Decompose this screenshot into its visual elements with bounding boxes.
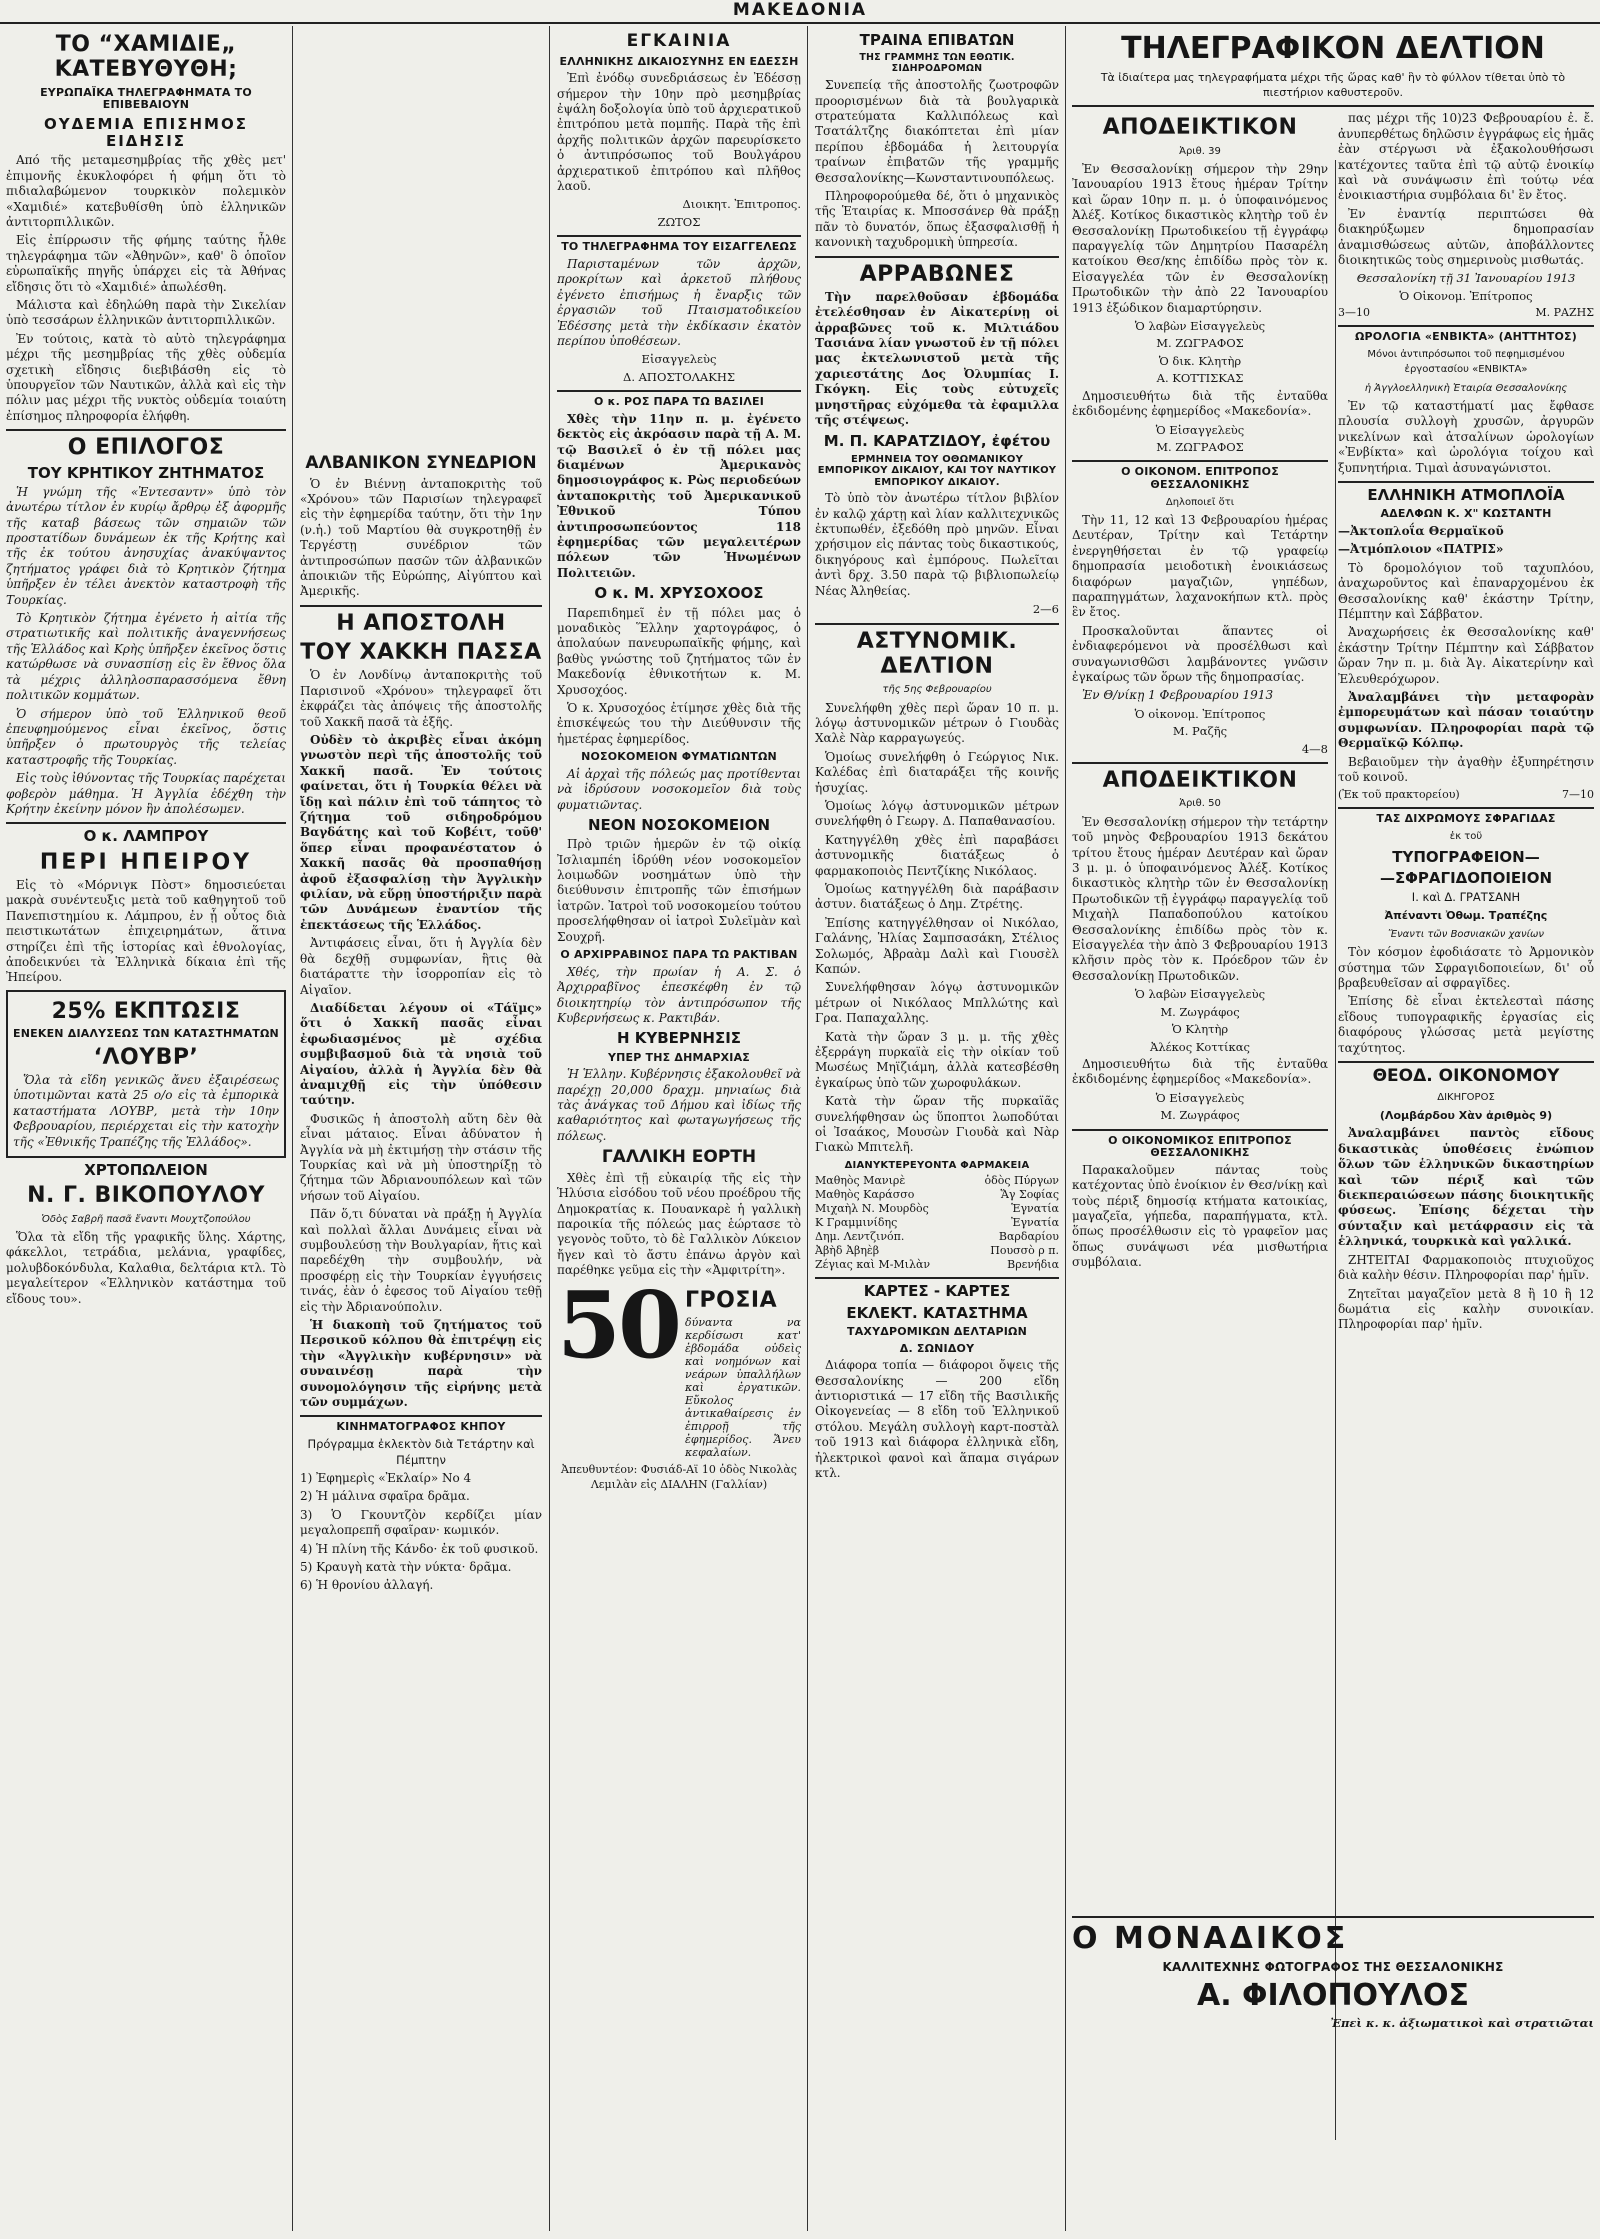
- signature: Α. ΚΟΤΤΙΣΚΑΣ: [1156, 371, 1244, 386]
- paragraph: Τὸν κόσμον ἐφοδιάσατε τὸ Ἀρμονικὸν σύστημα τῶν Σφραγιδοποιείων, δι' οὗ βραβευθεῖσαν αἱ σφραγῖδες.: [1338, 945, 1594, 991]
- paragraph: Πᾶν ὅ,τι δύναται νὰ πράξῃ ἡ Ἀγγλία καὶ πολλαὶ ἄλλαι Δυνάμεις εἶναι νὰ συμβουλεύσῃ τὴν Βουλγαρίαν, ἥτις καὶ παρεδέχθη τὴν συμβουλήν, νὰ προσφέρῃ εἰς τὴν Τουρκίαν ἐγγυήσεις τινάς, ἐὰν ὁ ἐφεσος τοῦ Αἰγαίου τεθῇ εἰς τὴν Ἀδριανούπολιν.: [300, 1207, 542, 1314]
- signature: Μ. Ραζῆς: [1172, 724, 1228, 739]
- ad-subheadline: Πρόγραμμα ἐκλεκτὸν διὰ Τετάρτην καὶ Πέμπτην: [307, 1437, 535, 1467]
- paragraph: Διαδίδεται λέγουν οἱ «Τάϊμς» ὅτι ὁ Χακκῆ πασᾶς εἶναι ἐφωδιασμένος μὲ σχέδια συμβιβασμοῦ διὰ τὰ νησιὰ τοῦ Αἰγαίου, ἀλλὰ ἡ Ἀγγλία δὲν θὰ ἀναμιχθῇ εἰς τὴν ὑπόθεσιν ταύτην.: [300, 1000, 542, 1108]
- column-rule: [549, 26, 550, 2231]
- list-item: Ἀβὴδ Ἀβηὲβ Πουσσὸ ρ π.: [815, 1244, 1059, 1258]
- program-item: 6) Ἡ θρονίου ἀλλαγή.: [300, 1578, 434, 1593]
- signature: Μ. ΖΩΓΡΑΦΟΣ: [1156, 336, 1244, 351]
- ad-run-number: 7—10: [1562, 788, 1594, 802]
- paragraph: Ὁ ἐν Βιέννῃ ἀνταποκριτὴς τοῦ «Χρόνου» τῶν Παρισίων τηλεγραφεῖ εἰς τὴν ἐφημερίδα ταύτην, ὅτι τὴν 1ην (ν.ἡ.) τοῦ Μαρτίου θὰ συγκροτηθῇ ἐν Τεργέστῃ συνέδριον τῶν ἀντιπροσώπων πασῶν τῶν ἀλβανικῶν ἀποικιῶν τῆς Εὐρώπης, Αἰγύπτου καὶ Ἀμερικῆς.: [300, 476, 542, 599]
- paragraph: Συνεπείᾳ τῆς ἀποστολῆς ζωοτροφῶν προορισμένων διὰ τὰ βουλγαρικὰ στρατεύματα Καλλιπόλεως καὶ Τσατάλτζης διακόπτεται ἐπὶ μίαν περίπου ἑβδομάδα ἡ λειτουργία τραίνων ἐπιβατῶν τῆς γραμμῆς Θεσσαλονίκης—Κωνσταντινουπόλεως.: [815, 78, 1059, 185]
- headline-shipping: ΕΛΛΗΝΙΚΗ ΑΤΜΟΠΛΟΪΑ: [1367, 486, 1565, 505]
- headline-lambrou: Ο κ. ΛΑΜΠΡΟΥ: [83, 827, 209, 846]
- paragraph: Δημοσιευθήτω διὰ τῆς ἐνταῦθα ἐκδιδομένης ἐφημερίδος «Μακεδονία».: [1072, 388, 1328, 419]
- headline-financial-commissioner: Ο ΟΙΚΟΝΟΜ. ΕΠΙΤΡΟΠΟΣ ΘΕΣΣΑΛΟΝΙΚΗΣ: [1121, 465, 1279, 491]
- signature: Ἀλέκος Κοττίκας: [1150, 1039, 1250, 1054]
- paragraph: Πρὸ τριῶν ἡμερῶν ἐν τῷ οἰκίᾳ Ἰσλιαμπέη ἱδρύθη νέον νοσοκομεῖον λοιμωδῶν νοσημάτων ὑπὸ τὴν διεύθυνσιν ἐπιτροπῆς τῶν ἐπισήμων ἰατρῶν. Ἰατροὶ τοῦ νοσοκομείου τούτου προσελήφθησαν οἱ ἰατροὶ Συλεϊμὰν καὶ Σουχρῆ.: [557, 837, 801, 944]
- divider: [300, 1415, 542, 1417]
- paragraph: Ἐπίσης δὲ εἶναι ἐκτελεσταὶ πάσης εἴδους τυπογραφικῆς ἐργασίας εἰς διαφόρους γλώσσας μετὰ μεγίστης ταχύτητος.: [1338, 994, 1594, 1055]
- paragraph: Ἀναχωρήσεις ἐκ Θεσσαλονίκης καθ' ἑκάστην Τρίτην Πέμπτην καὶ Σάββατον ὥραν 7ην π. μ. διὰ Ἁγ. Αἰκατερίνην καὶ Ἐλευθερόχωρον.: [1338, 625, 1594, 686]
- paragraph: Οὐδὲν τὸ ἀκριβὲς εἶναι ἀκόμη γνωστὸν περὶ τῆς ἀποστολῆς τοῦ Χακκῆ πασᾶ. Ἐν τούτοις φαίνεται, ὅτι ἡ Τουρκία θέλει νὰ ἴδῃ καὶ πάλιν ἐπὶ τοῦ τάπητος τὸ ζήτημα τοῦ σιδηροδρόμου Βαγδάτης καὶ τοῦ Κοβέιτ, τοῦθ' ὅπερ εἶναι προφανέστατον ὁ Χακκῆ πασᾶς θὰ προσπαθήσῃ ἀφοῦ ἐξασφαλίσῃ τὴν Ἀγγλικὴν φιλίαν, νὰ εὕρῃ ὑποστήριξιν παρὰ τῶν Δυνάμεων ἐναντίον τῆς ἐπεκτάσεως τῆς Ἑλλάδος.: [300, 733, 542, 932]
- signature: Ὁ Εἰσαγγελεὺς: [1155, 1090, 1245, 1105]
- headline-mission: Η ΑΠΟΣΤΟΛΗ: [336, 610, 506, 636]
- ad-name: ΤΥΠΟΓΡΑΦΕΙΟΝ—: [1392, 847, 1540, 866]
- pharmacy-list: [815, 1174, 1059, 1272]
- list-item: Μαθηὸς Μανιρὲ ὁδὸς Πύργων: [815, 1174, 1059, 1188]
- list-item: Δημ. Λεντζινόπ. Βαρδαρίου: [815, 1230, 1059, 1244]
- paragraph: Ἐν τούτοις, κατὰ τὸ αὐτὸ τηλεγράφημα μέχρι τῆς μεσημβρίας τῆς χθὲς οὐδεμία σχετικὴ εἴδησις διεβιβάσθη εἰς τὸ ὑπουργεῖον τῶν Ναυτικῶν, ἀλλὰ καὶ εἰς τὴν πόλιν μας μέχρι τῆς νυκτὸς οὐδεμία τοιαύτη ἐπίσημος πληροφορία ἐλήφθη.: [6, 331, 286, 423]
- signature: Εἰσαγγελεὺς: [641, 352, 717, 367]
- paragraph: Προσκαλοῦνται ἅπαντες οἱ ἐνδιαφερόμενοι νὰ προσέλθωσι καὶ συναγωνισθῶσι λαμβάνοντες γνῶσιν ἐγκαίρως τῶν ὅρων τῆς δημοπρασίας.: [1072, 623, 1328, 685]
- signature-row: [1338, 306, 1594, 320]
- signature: Ὁ Εἰσαγγελεὺς: [1155, 422, 1245, 437]
- program-item: 3) Ὁ Γκουντζὸν κερδίζει μίαν μεγαλοπρεπῆ σφαῖραν· κωμικόν.: [300, 1507, 542, 1538]
- sub-column-left: [1072, 111, 1328, 1911]
- paragraph: Ἡ Ἑλλην. Κυβέρνησις ἐξακολουθεῖ νὰ παρέχῃ 20,000 δραχμ. μηνιαίως διὰ τὰς ἀνάγκας τοῦ Δήμου καὶ ἰδίως τῆς καθαριότητος καὶ φωταγωγήσεως τῆς πόλεως.: [557, 1067, 801, 1143]
- paragraph: Χθὲς τὴν 11ην π. μ. ἐγένετο δεκτὸς εἰς ἀκρόασιν παρὰ τῇ Α. Μ. τῷ Βασιλεῖ ὁ ἐν τῇ πόλει μας διαμένων Ἀμερικανὸς δημοσιογράφος κ. Ρὼς περιοδεύων ἀνταποκριτὴς τοῦ Ἀμερικανικοῦ Ἐθνικοῦ Τύπου ἀντιπροσωπεύοντος 118 ἐφημερίδας τῶν μεγαλειτέρων πόλεων τῶν Ἡνωμένων Πολιτειῶν.: [557, 411, 801, 580]
- ad-address: Ἀπευθυντέον: Φυσιάδ-Αϊ 10 ὁδὸς Νικολὰς Λεμιλὰν εἰς ΔΙΑΛΗΝ (Γαλλίαν): [561, 1462, 797, 1492]
- cinema-program: [300, 1471, 542, 1594]
- ad-subheadline: ΕΚΛΕΚΤ. ΚΑΤΑΣΤΗΜΑ: [846, 1303, 1028, 1322]
- paragraph: Συνελήφθη χθὲς περὶ ὥραν 10 π. μ. λόγῳ ἀστυνομικῶν μέτρων ὁ Γιουδὰς Χαλὲ Νὰρ καρραγωγεύς.: [815, 700, 1059, 746]
- paragraph: Ὁ κ. Χρυσοχόος ἐτίμησε χθὲς διὰ τῆς ἐπισκέψεώς του τὴν Διεύθυνσιν τῆς ἡμετέρας ἐφημερίδος.: [557, 700, 801, 746]
- ad-name: Ν. Γ. ΒΙΚΟΠΟΥΛΟΥ: [27, 1183, 265, 1209]
- divider: [1072, 762, 1328, 764]
- list-item: Μαθηὸς Καράσσο Ἅγ Σοφίας: [815, 1188, 1059, 1202]
- paragraph: Ἐν Θεσσαλονίκῃ σήμερον τὴν 29ην Ἰανουαρίου 1913 ἔτους ἡμέραν Τρίτην καὶ ὥραν 10ην π. μ. ὁ ὑποφαινόμενος Ἀλέξ. Κοτίκος δικαστικὸς κλητὴρ τοῦ ἐν Θεσσαλονίκῃ Πρωτοδικείου τῇ ἐγγράφῳ παραγγελίᾳ τῶν Δημητρίου Πασαρέλη κατοίκου Θεσ/κης ἐπιδίδω πρὸς τὸν κ. Εἰσαγγελέα τῶν ἐν Θεσσαλονίκῃ Πρωτοδικῶν τὴν ἀπὸ 22 Ἰανουαρίου 1913 ἐξώδικον διαμαρτύρησιν.: [1072, 162, 1328, 315]
- divider: [1072, 105, 1594, 107]
- paragraph: Παρισταμένων τῶν ἀρχῶν, προκρίτων καὶ ἀρκετοῦ πλήθους ἐγένετο ἐπισήμως ἡ ἔναρξις τῶν ἐργασιῶν τοῦ Πταισματοδικείου Ἐδέσσης μετὰ τὴν ἐκδίκασιν ἑκατὸν περίπου ὑποθέσεων.: [557, 256, 801, 348]
- paragraph: Χθὲς ἐπὶ τῇ εὐκαιρίᾳ τῆς εἰς τὴν Ἡλύσια εἰσόδου τοῦ νέου προέδρου τῆς Δημοκρατίας κ. Πουανκαρὲ ἡ γαλλικὴ παροικία τῆς πόλεώς μας ἑώρτασε τὸ γεγονὸς τοῦτο, τὸ δὲ Γαλλικὸν Λύκειον ἤγεν καὶ τὸ ἄστυ ἐπάνω ἀργὸν καὶ παρέθηκε γεῦμα εἰς τὴν «Ἀμφιτρίτη».: [557, 1170, 801, 1278]
- column-1: [6, 28, 286, 2233]
- headline-hamidie: ΤΟ “ΧΑΜΙΔΙΕ„ ΚΑΤΕΒΥΘΥΘΗ;: [54, 32, 238, 83]
- headline-new-hospital: ΝΕΟΝ ΝΟΣΟΚΟΜΕΙΟΝ: [587, 816, 771, 835]
- signature: Ὁ λαβὼν Εἰσαγγελεὺς: [1134, 987, 1266, 1002]
- headline-engagements: ΑΡΡΑΒΩΝΕΣ: [859, 261, 1015, 287]
- paragraph: Ζητεῖται μαγαζεῖον μετὰ 8 ἢ 10 ἢ 12 δωμάτια εἰς καλὴν συνοικίαν. Πληροφορίαι παρ' ἡμῖν.: [1338, 1286, 1594, 1332]
- subheadline: ΟΥΔΕΜΙΑ ΕΠΙΣΗΜΟΣ ΕΙΔΗΣΙΣ: [44, 114, 248, 151]
- notice-number: Ἀριθ. 39: [1179, 145, 1221, 157]
- paragraph: Ἐπὶ ἐνόδῳ συνεδριάσεως ἐν Ἐδέσσῃ σήμερον τὴν 10ην πρὸ μεσημβρίας ἐψάλη δοξολογία ὑπὸ τοῦ ἀρχιερατικοῦ ἐπιτρόπου μετὰ πομπῆς. Παρὰ τῆς ἐπὶ ἀρχῆς πολιτικῶν ἀρχῶν παρευρίσκετο ὁ ἀντιπρόσωπος τοῦ Βουλγάρου ἀρχιερατικοῦ ἐπιτρόπου καὶ πλῆθος λαοῦ.: [557, 71, 801, 194]
- signature: Μ. Ζωγράφος: [1160, 1108, 1240, 1123]
- ad-owner: Ι. καὶ Δ. ΓΡΑΤΣΑΝΗ: [1411, 890, 1521, 905]
- paragraph: Μάλιστα καὶ ἐδηλώθη παρὰ τὴν Σικελίαν ὑπὸ τεσσάρων ἑλληνικῶν ἀντιτορπιλλικῶν.: [6, 298, 286, 328]
- signature: ΖΩΤΟΣ: [657, 214, 701, 229]
- advertisement-louvre: [6, 990, 286, 1158]
- paragraph: Βεβαιοῦμεν τὴν ἀγαθὴν ἐξυπηρέτησιν τοῦ κοινοῦ.: [1338, 754, 1594, 785]
- headline-albanian-congress: ΑΛΒΑΝΙΚΟΝ ΣΥΝΕΔΡΙΟΝ: [305, 453, 537, 473]
- list-item: Ζέγιας καὶ Μ-Μιλὰν Βρενήδια: [815, 1258, 1059, 1272]
- headline-government: Η ΚΥΒΕΡΝΗΣΙΣ: [616, 1029, 742, 1048]
- headline-notice: ΑΠΟΔΕΙΚΤΙΚΟΝ: [1102, 115, 1298, 141]
- paragraph: Πληροφορούμεθα δέ, ὅτι ὁ μηχανικὸς τῆς Ἑταιρίας κ. Μποσσάνερ θὰ πράξῃ πᾶν τὸ δυνατόν, ὅπως ἐξασφαλισθῇ ἡ κανονικὴ ταχυδρομικὴ ὑπηρεσία.: [815, 188, 1059, 250]
- signature: Μ. Ζωγράφος: [1160, 1004, 1240, 1019]
- divider: [6, 822, 286, 824]
- ad-headline: Ο ΜΟΝΑΔΙΚΟΣ: [1072, 1921, 1349, 1957]
- paragraph: Τὸ δρομολόγιον τοῦ ταχυπλόου, ἀναχωροῦντος καὶ ἐπαναρχομένου ἐκ Θεσσαλονίκης καθ' ἑκάστην Τρίτην, Πέμπτην καὶ Σάββατον.: [1338, 560, 1594, 621]
- subheadline: Τὰ ἰδιαίτερα μας τηλεγραφήματα μέχρι τῆς ὥρας καθ' ἣν τὸ φύλλον τίθεται ὑπὸ τὸ πιεστήριον καθυστεροῦν.: [1100, 70, 1566, 99]
- paragraph: Ἐπίσης κατηγγέλθησαν οἱ Νικόλαο, Γαλάνης, Ἡλίας Σαμπσασάκη, Στέλιος Σολωμός, Ἀβραὰμ Δαλὶ καὶ Γιουσὲλ Καπών.: [815, 915, 1059, 977]
- ad-address: Ἀπέναντι Ὀθωμ. Τραπέζης: [1384, 909, 1548, 923]
- signature: Ὁ οἰκονομ. Ἐπίτροπος: [1134, 706, 1266, 721]
- list-item: —Ἀτμόπλοιον «ΠΑΤΡΙΣ»: [1338, 542, 1504, 557]
- paragraph: Κατὰ τὴν ὥραν 3 μ. μ. τῆς χθὲς ἐξερράγη πυρκαϊὰ εἰς τὴν οἰκίαν τοῦ Μωσέως Μηϊζιάμη, ἀλλὰ κατεσβέσθη ἐγκαίρως ὑπὸ τῶν χωροφυλάκων.: [815, 1029, 1059, 1090]
- subheadline: ΠΕΡΙ ΗΠΕΙΡΟΥ: [39, 849, 253, 875]
- subheadline: Μόνοι ἀντιπρόσωποι τοῦ πεφημισμένου ἐργοστασίου «ΕΝΒΙΚΤΑ»: [1367, 348, 1565, 376]
- headline-police-bulletin: ΑΣΤΥΝΟΜΙΚ. ΔΕΛΤΙΟΝ: [856, 628, 1018, 679]
- paragraph: Ὁμοίως κατηγγέλθη διὰ παράβασιν ἀστυν. διατάξεως ὁ Δημ. Ζτρέτης.: [815, 881, 1059, 912]
- paragraph: Ἀντιφάσεις εἶναι, ὅτι ἡ Ἀγγλία δὲν θὰ δεχθῇ συμφωνίαν, ἣτις θὰ διατάραττε τὴν ἰσορροπίαν εἰς τὸ Αἰγαῖον.: [300, 936, 542, 997]
- paragraph: Ἀναλαμβάνει παντὸς εἴδους δικαστικὰς ὑποθέσεις ἐνώπιον ὅλων τῶν ἑλληνικῶν δικαστηρίων καὶ τῶν πέριξ καὶ τῶν διεκπεραιώσεων πάσης διοικητικῆς φύσεως. Ἐπίσης δέχεται τὴν σύνταξιν καὶ μετάφρασιν εἰς τὰ ἑλληνικά, τουρκικὰ καὶ γαλλικά.: [1338, 1126, 1594, 1249]
- column-3: [557, 28, 801, 2233]
- paragraph: Εἰς ἐπίρρωσιν τῆς φήμης ταύτης ἦλθε τηλεγράφημα τῶν «Ἀθηνῶν», καθ' ὃ ὁποῖον εὐρωπαϊκῆς πηγῆς ὑπάρχει εἰς τὰ Ἀθήνας εἴδησις ὅτι τὸ «Χαμιδιέ» ἀπωλέσθη.: [6, 233, 286, 294]
- divider: [815, 623, 1059, 625]
- ad-text: δύναντα να κερδίσωσι κατ' ἑβδομάδα οὐδεὶς καὶ νοημόνων καὶ νεάρων ὑπαλλήλων καὶ ἐργατικῶν. Εὔκολος ἀντικαθαίρεσις ἐν ἐπιρροῇ τῆς ἐφημερίδος. Ἄνευ κεφαλαίων.: [685, 1315, 801, 1459]
- ad-headline-cinema: ΚΙΝΗΜΑΤΟΓΡΑΦΟΣ ΚΗΠΟΥ: [336, 1420, 506, 1434]
- paragraph: Ἐν Θεσσαλονίκῃ σήμερον τὴν τετάρτην τοῦ μηνὸς Φεβρουαρίου 1913 δεκάτου τρίτου ἔτους ἡμέραν Δευτέραν καὶ ὥραν 3 μ. μ. ὁ ὑποφαινόμενος Ἀλέξ. Κοτίκος δικαστικὸς κλητὴρ τῶν ἐν Θεσσαλονίκῃ Πρωτοδικῶν τῇ ἐγγράφῳ παραγγελίᾳ τοῦ Μιχαὴλ Παπαδοπούλου κατοίκου Θεσσαλονίκης ἐπιδίδω πρὸς τὸν κ. Εἰσαγγελέα τὴν ἀπὸ 3 Φεβρουαρίου 1913 κλῆσιν πρὸς τὸν κ. Πρόεδρον τῶν ἐν Θεσσαλονίκῃ Πρωτοδικῶν.: [1072, 814, 1328, 983]
- ad-subheadline: ΚΑΛΛΙΤΕΧΝΗΣ ΦΩΤΟΓΡΑΦΟΣ ΤΗΣ ΘΕΣΣΑΛΟΝΙΚΗΣ: [1162, 1959, 1504, 1974]
- headline-lawyer: ΘΕΟΔ. ΟΙΚΟΝΟΜΟΥ: [1372, 1066, 1560, 1087]
- program-item: 1) Ἐφημερὶς «Ἐκλαίρ» Νο 4: [300, 1470, 472, 1485]
- masthead: ΜΑΚΕΔΟΝΙΑ: [0, 0, 1600, 24]
- paragraph: Ὁμοίως λόγῳ ἀστυνομικῶν μέτρων συνελήφθη ὁ Γεωργ. Δ. Παπαθανασίου.: [815, 798, 1059, 829]
- paragraph: πας μέχρι τῆς 10)23 Φεβρουαρίου ἐ. ἔ. ἀνυπερθέτως δηλῶσιν ἐγγράφως εἰς ἡμᾶς ἐὰν στέργωσι νὰ ἐξακολουθήσωσι κατέχοντες ταῦτα ἐπὶ τῷ αὐτῷ ἐνοικίῳ καὶ νὰ συνάψωσιν ἐπὶ τούτῳ νέα ἐνοικιαστήρια συμβόλαια δι' ἓν ἔτος.: [1338, 111, 1594, 203]
- headline-notice: ΑΠΟΔΕΙΚΤΙΚΟΝ: [1102, 768, 1298, 794]
- paragraph: Τὴν 11, 12 καὶ 13 Φεβρουαρίου ἡμέρας Δευτέραν, Τρίτην καὶ Τετάρτην ἐνεργηθήσεται ἐν τῷ γραφείῳ δημοπρασία μειοδοτικὴ ἐνοικιάσεως διαφόρων μαγαζιῶν, γηπέδων, παραπηγμάτων, λαχανοκήπων κτλ. πρὸς ἓν ἔτος.: [1072, 513, 1328, 620]
- paragraph: Ὁμοίως συνελήφθη ὁ Γεώργιος Νικ. Καλέδας ἐπὶ διαταράξει τῆς κοινῆς ἡσυχίας.: [815, 749, 1059, 795]
- paragraph: Τὸ Κρητικὸν ζήτημα ἐγένετο ἡ αἰτία τῆς στρατιωτικῆς καὶ πολιτικῆς ἀναγεννήσεως τῆς Ἑλλάδος καὶ Κρὴς ὑπῆρξεν ἐκεῖνος ὅστις κατώρθωσε νὰ συνασπίσῃ εἰς ἓν ἔθνος ὅλα τὰ μέχρις ἀλληλοσπαρασσόμενα ἔθνη πολιτικῶν κομμάτων.: [6, 611, 286, 703]
- list-item: —Ἀκτοπλοΐα Θερμαϊκοῦ: [1338, 523, 1504, 538]
- subheadline: τῆς 5ης Φεβρουαρίου: [882, 684, 992, 696]
- list-item: Μιχαὴλ Ν. Μουρδὸς Ἑγνατία: [815, 1202, 1059, 1216]
- program-item: 2) Ἡ μάλινα σφαῖρα δρᾶμα.: [300, 1489, 470, 1504]
- subheadline: ΔΙΚΗΓΟΡΟΣ: [1437, 1091, 1495, 1103]
- ad-text: Ὅλα τὰ εἴδη γενικῶς ἄνευ ἐξαιρέσεως ὑποτιμῶνται κατὰ 25 ο/ο εἰς τὰ ἐμπορικὰ καταστήματα ΛΟΥΒΡ, μετὰ τὴν 10ην Φεβρουαρίου, περιέρχεται εἰς τὴν κατοχὴν τῆς «Ἐθνικῆς Τραπέζης τῆς Ἑλλάδος».: [13, 1072, 279, 1149]
- paragraph: Ἀναλαμβάνει τὴν μεταφορὰν ἐμπορευμάτων καὶ πάσαν τοιαύτην συμφωνίαν. Πληροφορίαι παρὰ τῷ Θερμαϊκῷ Κόλπῳ.: [1338, 690, 1594, 751]
- headline-book: Μ. Π. ΚΑΡΑΤΖΙΔΟΥ, ἐφέτου: [823, 431, 1051, 450]
- divider: [815, 1277, 1059, 1279]
- paragraph: Χθές, τὴν πρωίαν ἡ Α. Σ. ὁ Ἀρχιρραβῖνος ἐπεσκέφθη ἐν τῷ διοικητηρίῳ τὸν ἀντιπρόσωπον τῆς Κυβερνήσεως κ. Ρακτιβάν.: [557, 964, 801, 1025]
- ad-subheadline: ΤΑΧΥΔΡΟΜΙΚΩΝ ΔΕΛΤΑΡΙΩΝ: [846, 1324, 1027, 1338]
- paragraph: Αἱ ἀρχαὶ τῆς πόλεώς μας προτίθενται νὰ ἱδρύσουν νοσοκομεῖον διὰ τοὺς φυματιῶντας.: [557, 766, 801, 812]
- column-rule: [292, 26, 293, 2231]
- subheadline: Δηλοποιεῖ ὅτι: [1165, 496, 1235, 508]
- paragraph: Εἰς τὸ «Μόρνιγκ Πὸστ» δημοσιεύεται μακρὰ συνέντευξις μετὰ τοῦ καθηγητοῦ τοῦ Πανεπιστημίου κ. Λάμπρου, ἐν ᾗ οὗτος διὰ πειστικωτάτων ἐπιχειρημάτων, ἅτινα στηρίζει ἐπὶ τῆς ἱστορίας καὶ ἐθνολογίας, ἀποδεικνύει τὰ Ἑλληνικὰ δίκαια ἐπὶ τῆς Ἠπείρου.: [6, 877, 286, 985]
- ad-run-number: 3—10: [1338, 306, 1370, 320]
- paragraph: Ὁ ἐν Λονδίνῳ ἀνταποκριτὴς τοῦ Παρισινοῦ «Χρόνου» τηλεγραφεῖ ὅτι ἐκφράζει τὰς ἀπόψεις τῆς ἀποστολῆς τοῦ Χακκῆ πασᾶ τὰ ἑξῆς.: [300, 668, 542, 729]
- date-line: Ἐν Θ/νίκῃ 1 Φεβρουαρίου 1913: [1082, 688, 1274, 703]
- source-note: (Ἐκ τοῦ πρακτορείου): [1338, 788, 1460, 802]
- ad-headline: 25% ΕΚΠΤΩΣΙΣ: [51, 998, 241, 1024]
- divider: [1072, 1129, 1328, 1131]
- signature: Ὁ Κλητὴρ: [1171, 1022, 1229, 1037]
- list-item: Κ Γραμμινίδης Ἐγνατία: [815, 1216, 1059, 1230]
- column-rule: [1065, 26, 1066, 2231]
- divider: [1338, 481, 1594, 483]
- divider: [300, 605, 542, 607]
- paragraph: Συνελήφθησαν λόγῳ ἀστυνομικῶν μέτρων οἱ Νικόλαος Μπλλώτης καὶ Γρα. Παπαχαλλης.: [815, 980, 1059, 1026]
- column-4: [815, 28, 1059, 2233]
- headline-prosecutor: ΤΟ ΤΗΛΕΓΡΑΦΗΜΑ ΤΟΥ ΕΙΣΑΓΓΕΛΕΩΣ: [561, 240, 797, 254]
- ad-subheadline: Ὁδὸς Σαβρῆ πασᾶ ἔναντι Μουχτζοπούλου: [41, 1213, 251, 1225]
- paragraph: Ὁ σήμερον ὑπὸ τοῦ Ἑλληνικοῦ θεοῦ ἐπευφημούμενος εἶναι ἐκεῖνος, ὅστις ὑπῆρξεν ὁ πρωτουργὸς τῆς τελείας καταστροφῆς τῆς Τουρκίας.: [6, 706, 286, 767]
- two-column-block: [1072, 111, 1594, 1911]
- program-item: 5) Κραυγὴ κατὰ τὴν νύκτα· δρᾶμα.: [300, 1559, 512, 1574]
- headline-epilogos: Ο ΕΠΙΛΟΓΟΣ: [67, 435, 225, 461]
- paragraph: Ἐν ἐναντίᾳ περιπτώσει θὰ διακηρύξωμεν δημοπρασίαν ἀναμισθώσεως αὐτῶν, ἀποβάλλοντες διοικητικῶς τοὺς σημερινοὺς μισθωτάς.: [1338, 206, 1594, 267]
- paragraph: Τὸ ὑπὸ τὸν ἀνωτέρω τίτλον βιβλίον ἐν καλῷ χάρτῃ καὶ λίαν καλλιτεχνικῶς ἐκτυπωθέν, ἐξεδόθη πρὸ μηνῶν. Εἶναι χρήσιμον εἰς πάντας τοὺς δικαστικούς, δικηγόρους καὶ ἐμπόρους. Πωλεῖται ἀντὶ δρχ. 3.50 παρὰ τῷ βιβλιοπωλείῳ Νέας Ἀληθείας.: [815, 491, 1059, 598]
- divider: [1338, 325, 1594, 327]
- ad-text: Διάφορα τοπία — διάφοροι ὄψεις τῆς Θεσσαλονίκης — 200 εἴδη ἀντιοριστικά — 17 εἴδη τῆς Βασιλικῆς Οἰκογενείας — 8 εἴδη τοῦ Ἑλληνικοῦ στόλου. Μεγάλη συλλογὴ καρτ-ποστὰλ τοῦ 1913 καὶ διάφορα ἐλληνικὰ εἴδη, ἠλεκτρικοὶ φανοὶ καὶ ἅπαμα σιγάρων κτλ.: [815, 1358, 1059, 1481]
- source-row: [1338, 788, 1594, 802]
- headline-telegraph-bulletin: ΤΗΛΕΓΡΑΦΙΚΟΝ ΔΕΛΤΙΟΝ: [1121, 31, 1545, 66]
- subheadline: ΤΟΥ ΧΑΚΚΗ ΠΑΣΣΑ: [300, 640, 542, 666]
- ad-name: Δ. ΣΩΝΙΔΟΥ: [899, 1341, 975, 1355]
- headline-sanatorium: ΝΟΣΟΚΟΜΕΙΟΝ ΦΥΜΑΤΙΩΝΤΩΝ: [581, 750, 777, 764]
- signature: Ὁ δικ. Κλητὴρ: [1158, 353, 1242, 368]
- divider: [1072, 1916, 1594, 1918]
- headline-chrysochoos: Ο κ. Μ. ΧΡΥΣΟΧΟΟΣ: [594, 584, 764, 603]
- divider: [1072, 460, 1328, 462]
- ad-big-number: 50: [557, 1270, 680, 1379]
- ad-address: Ἔναντι τῶν Βοσνιακῶν χανίων: [1388, 928, 1544, 940]
- headline-pharmacies: ΔΙΑΝΥΚΤΕΡΕΥΟΝΤΑ ΦΑΡΜΑΚΕΙΑ: [844, 1159, 1030, 1171]
- ad-run-number: 4—8: [1301, 741, 1328, 756]
- subheadline: ΤΟΥ ΚΡΗΤΙΚΟΥ ΖΗΤΗΜΑΤΟΣ: [27, 463, 265, 482]
- signature: Μ. ΡΑΖΗΣ: [1535, 306, 1594, 320]
- headline-chief-rabbi: Ο ΑΡΧΙΡΡΑΒΙΝΟΣ ΠΑΡΑ ΤΩ ΡΑΚΤΙΒΑΝ: [560, 948, 798, 962]
- program-item: 4) Ἡ πλίνη τῆς Κάνδο· ἐκ τοῦ φυσικοῦ.: [300, 1541, 539, 1556]
- divider: [557, 390, 801, 392]
- column-rule: [807, 26, 808, 2231]
- paragraph: Ἡ διακοπὴ τοῦ ζητήματος τοῦ Περσικοῦ κόλπου θὰ ἐπιτρέψῃ εἰς τὴν «Ἀγγλικὴν κυβέρνησιν» νὰ συναινέσῃ παρὰ τὴν συνομολόγησιν τῆς εἰρήνης μετὰ τῶν συμμάχων.: [300, 1318, 542, 1410]
- paragraph: Φυσικῶς ἡ ἀποστολὴ αὕτη δὲν θὰ εἶναι μάταιος. Εἶναι ἀδύνατον ἡ Ἀγγλία νὰ μὴ ἐκτιμήσῃ τὴν στάσιν τῆς Τουρκίας καὶ νὰ μὴ ὑποστηρίξῃ τὸ ζήτημα τῶν Ἀδριανουπόλεων καὶ τῶν νήσων τοῦ Αἰγαίου.: [300, 1111, 542, 1203]
- column-5: [1072, 28, 1594, 2233]
- column-2: [300, 450, 542, 2239]
- paragraph: Εἰς τοὺς ἰθύνοντας τῆς Τουρκίας παρέχεται φοβερὸν μάθημα. Ἡ Ἀγγλία ἐδέχθη τὴν Κρήτην ἐκείνην μόνον ἣν ἀπολέσωμεν.: [6, 771, 286, 816]
- notice-number: Ἀριθ. 50: [1179, 798, 1221, 810]
- paragraph: Τὴν παρελθοῦσαν ἑβδομάδα ἐτελέσθησαν ἐν Αἰκατερίνῃ οἱ ἀρραβῶνες τοῦ κ. Μιλτιάδου Τασιάνα λίαν γνωστοῦ ἐν τῇ πόλει μας ἐκτελωνιστοῦ μετὰ τῆς χαριεστάτης Δος Ὀλυμπίας Ι. Γκόγκη. Εἰς τοὺς εὐτυχεῖς μνηστῆρας εὐχόμεθα τὰ ἐφαμιλλα τῆς στέψεως.: [815, 289, 1059, 428]
- paragraph: Παρεπιδημεῖ ἐν τῇ πόλει μας ὁ μοναδικὸς Ἕλλην χαρτογράφος, ὁ ἀπολαύων πανευρωπαϊκῆς φήμης, καὶ βαθὺς γνώστης τοῦ ζητήματος τῶν ἐν Μακεδονίᾳ ἐθνικοτήτων κ. Μ. Χρυσοχόος.: [557, 605, 801, 697]
- paragraph: Ἡ γνώμη τῆς «Ἐντεσαντν» ὑπὸ τὸν ἀνωτέρω τίτλον ἐν κυρίῳ ἄρθρῳ ἐξ ἀφορμῆς τῆς καταβ βάσεως τῶν σημαιῶν τῶν προστατίδων δυνάμεων ἐκ τῆς Κρήτης καὶ τῆς ἐκ τούτου ἀνησυχίας ἀνακύψαντος ζητήματος γράφει διὰ τὸ Κρητικὸν ζήτημα ὑπῆρξεν ἐν τέλει ἀνεκτὸν καταστροφὴ τῆς Τουρκίας.: [6, 484, 286, 607]
- date-line: Θεσσαλονίκη τῇ 31 Ἰανουαρίου 1913: [1356, 271, 1576, 286]
- paragraph: Ἐν τῷ καταστήματί μας ἔφθασε πλουσία συλλογὴ χρυσῶν, ἀργυρῶν νικελίνων καὶ ἀτσαλίνων ὡρολογίων «Ἐνβίκτα» καὶ ὡρολόγια τοίχου καὶ ξυπνητήρια. Τιμαὶ ἀσυναγώνιστοι.: [1338, 399, 1594, 475]
- subheadline: ΥΠΕΡ ΤΗΣ ΔΗΜΑΡΧΙΑΣ: [607, 1050, 751, 1064]
- headline-ross: Ο κ. ΡΟΣ ΠΑΡΑ ΤΩ ΒΑΣΙΛΕΙ: [594, 395, 764, 409]
- ad-address: (Λομβάρδου Χὰν ἀριθμὸς 9): [1379, 1109, 1553, 1123]
- ad-headline: ΧΡΤΟΠΩΛΕΙΟΝ: [84, 1161, 208, 1180]
- divider: [815, 256, 1059, 258]
- subheadline: ἡ Ἀγγλοελληνικὴ Ἑταιρία Θεσσαλονίκης: [1364, 382, 1568, 394]
- ad-headline-postcards: ΚΑΡΤΕΣ - ΚΑΡΤΕΣ: [863, 1282, 1011, 1301]
- ad-name: Α. ΦΙΛΟΠΟΥΛΟΣ: [1197, 1977, 1469, 2013]
- paragraph: Από τῆς μεταμεσημβρίας τῆς χθὲς μετ' ἐπιμονῆς ἐκυκλοφόρει ἡ φήμη ὅτι τὸ πιδιαλαβώμενον τουρκικὸν πολεμικὸν «Χαμιδιέ» κατεβυθίσθη ὑπὸ ἑλληνικῶν ἀντιτορπιλλικῶν.: [6, 153, 286, 229]
- signature: Διοικητ. Ἐπιτροπος.: [682, 197, 801, 212]
- signature: Ὁ Οἰκονομ. Ἐπίτροπος: [1399, 288, 1533, 303]
- subheadline: ΕΡΜΗΝΕΙΑ ΤΟΥ ΟΘΩΜΑΝΙΚΟΥ ΕΜΠΟΡΙΚΟΥ ΔΙΚΑΙΟΥ, ΚΑΙ ΤΟΥ ΝΑΥΤΙΚΟΥ ΕΜΠΟΡΙΚΟΥ ΔΙΚΑΙΟΥ.: [817, 453, 1057, 488]
- ad-subheadline: ΕΝΕΚΕΝ ΔΙΑΛΥΣΕΩΣ ΤΩΝ ΚΑΤΑΣΤΗΜΑΤΩΝ: [13, 1027, 279, 1041]
- paragraph: ΖΗΤΕΙΤΑΙ Φαρμακοποιὸς πτυχιοῦχος διὰ καλὴν θέσιν. Πληροφορίαι παρ' ἡμῖν.: [1338, 1252, 1594, 1283]
- ad-text: Ὅλα τὰ εἴδη τῆς γραφικῆς ὕλης. Χάρτης, φάκελλοι, τετράδια, μελάνια, γραφίδες, μολυβδοκόνδυλα, Καλαθια, δελτάρια κτλ. Τὸ μεγαλείτερον «Ἑλληνικὸν κατάστημα τοῦ εἴδους του».: [6, 1229, 286, 1306]
- advertisement-50-grosia: [557, 1270, 801, 1462]
- ad-name: ‘ΛΟΥΒΡ’: [93, 1044, 199, 1070]
- divider: [6, 429, 286, 431]
- paragraph: Παρακαλοῦμεν πάντας τοὺς κατέχοντας ὑπὸ ἐνοίκιον ἐν Θεσ/νίκῃ καὶ τοὺς πέριξ δημοσίᾳ κτήματα κατοικίας, μαγαζεῖα, γήπεδα, παραπήγματα, κτλ. ὅπως προσέλθωσιν εἰς τὸ γραφεῖον μας ὅπως συνάψωσι νέα μισθωτήρια συμβόλαια.: [1072, 1162, 1328, 1270]
- subheadline: ΕΛΛΗΝΙΚΗΣ ΔΙΚΑΙΟΣΥΝΗΣ ΕΝ ΕΔΕΣΣΗ: [559, 54, 799, 68]
- paragraph: Κατηγγέλθη χθὲς ἐπὶ παραβάσει ἀστυνομικῆς διατάξεως ὁ φαρμακοποιὸς Πεντζίκης Νικόλαος.: [815, 832, 1059, 878]
- ad-name: —ΣΦΡΑΓΙΔΟΠΟΙΕΙΟΝ: [1379, 868, 1553, 887]
- ad-footer: Ἐπεὶ κ. κ. ἀξιωματικοὶ καὶ στρατιῶται: [1330, 2016, 1594, 2031]
- subheadline: ΕΥΡΩΠΑΪΚΑ ΤΗΛΕΓΡΑΦΗΜΑΤΑ ΤΟ ΕΠΙΒΕΒΑΙΟΥΝ: [40, 85, 252, 112]
- divider: [557, 235, 801, 237]
- paragraph: Κατὰ τὴν ὥραν τῆς πυρκαϊᾶς συνελήφθησαν ὡς ὕποπτοι λωποδύται οἱ Ἰσαάκος, Μουσὼν Γιουδὰ καὶ Νὰρ Γιακὼ Μπιτελῆ.: [815, 1094, 1059, 1155]
- divider: [1338, 807, 1594, 809]
- subheadline: ἐκ τοῦ: [1449, 831, 1483, 843]
- divider: [1338, 1061, 1594, 1063]
- headline-financial-commissioner: Ο ΟΙΚΟΝΟΜΙΚΟΣ ΕΠΙΤΡΟΠΟΣ ΘΕΣΣΑΛΟΝΙΚΗΣ: [1108, 1133, 1292, 1160]
- headline-stamps: ΤΑΣ ΔΙΧΡΩΜΟΥΣ ΣΦΡΑΓΙΔΑΣ: [1376, 812, 1556, 826]
- advertisement-photographer: [1072, 1922, 1594, 2031]
- paragraph: Δημοσιευθήτω διὰ τῆς ἐνταῦθα ἐκδιδομένης ἐφημερίδος «Μακεδονία».: [1072, 1056, 1328, 1087]
- signature: Μ. ΖΩΓΡΑΦΟΣ: [1156, 439, 1244, 454]
- headline-watches: ΩΡΟΛΟΓΙΑ «ΕΝΒΙΚΤΑ» (ΑΗΤΤΗΤΟΣ): [1354, 330, 1577, 344]
- ad-headline: ΓΡΟΣΙΑ: [685, 1287, 778, 1313]
- headline-trains: ΤΡΑΙΝΑ ΕΠΙΒΑΤΩΝ: [859, 31, 1015, 49]
- subheadline: ΤΗΣ ΓΡΑΜΜΗΣ ΤΩΝ ΕΘΩΤΙΚ. ΣΙΔΗΡΟΔΡΟΜΩΝ: [859, 52, 1015, 75]
- signature: Δ. ΑΠΟΣΤΟΛΑΚΗΣ: [623, 369, 735, 384]
- sub-column-right: [1338, 111, 1594, 1911]
- ad-run-number: 2—6: [1032, 602, 1059, 617]
- headline-inauguration: ΕΓΚΑΙΝΙΑ: [626, 31, 732, 51]
- signature: Ὁ λαβὼν Εἰσαγγελεὺς: [1134, 319, 1266, 334]
- headline-french-feast: ΓΑΛΛΙΚΗ ΕΟΡΤΗ: [601, 1147, 757, 1168]
- subheadline: ΑΔΕΛΦΩΝ Κ. Χ" ΚΩΣΤΑΝΤΗ: [1380, 507, 1552, 521]
